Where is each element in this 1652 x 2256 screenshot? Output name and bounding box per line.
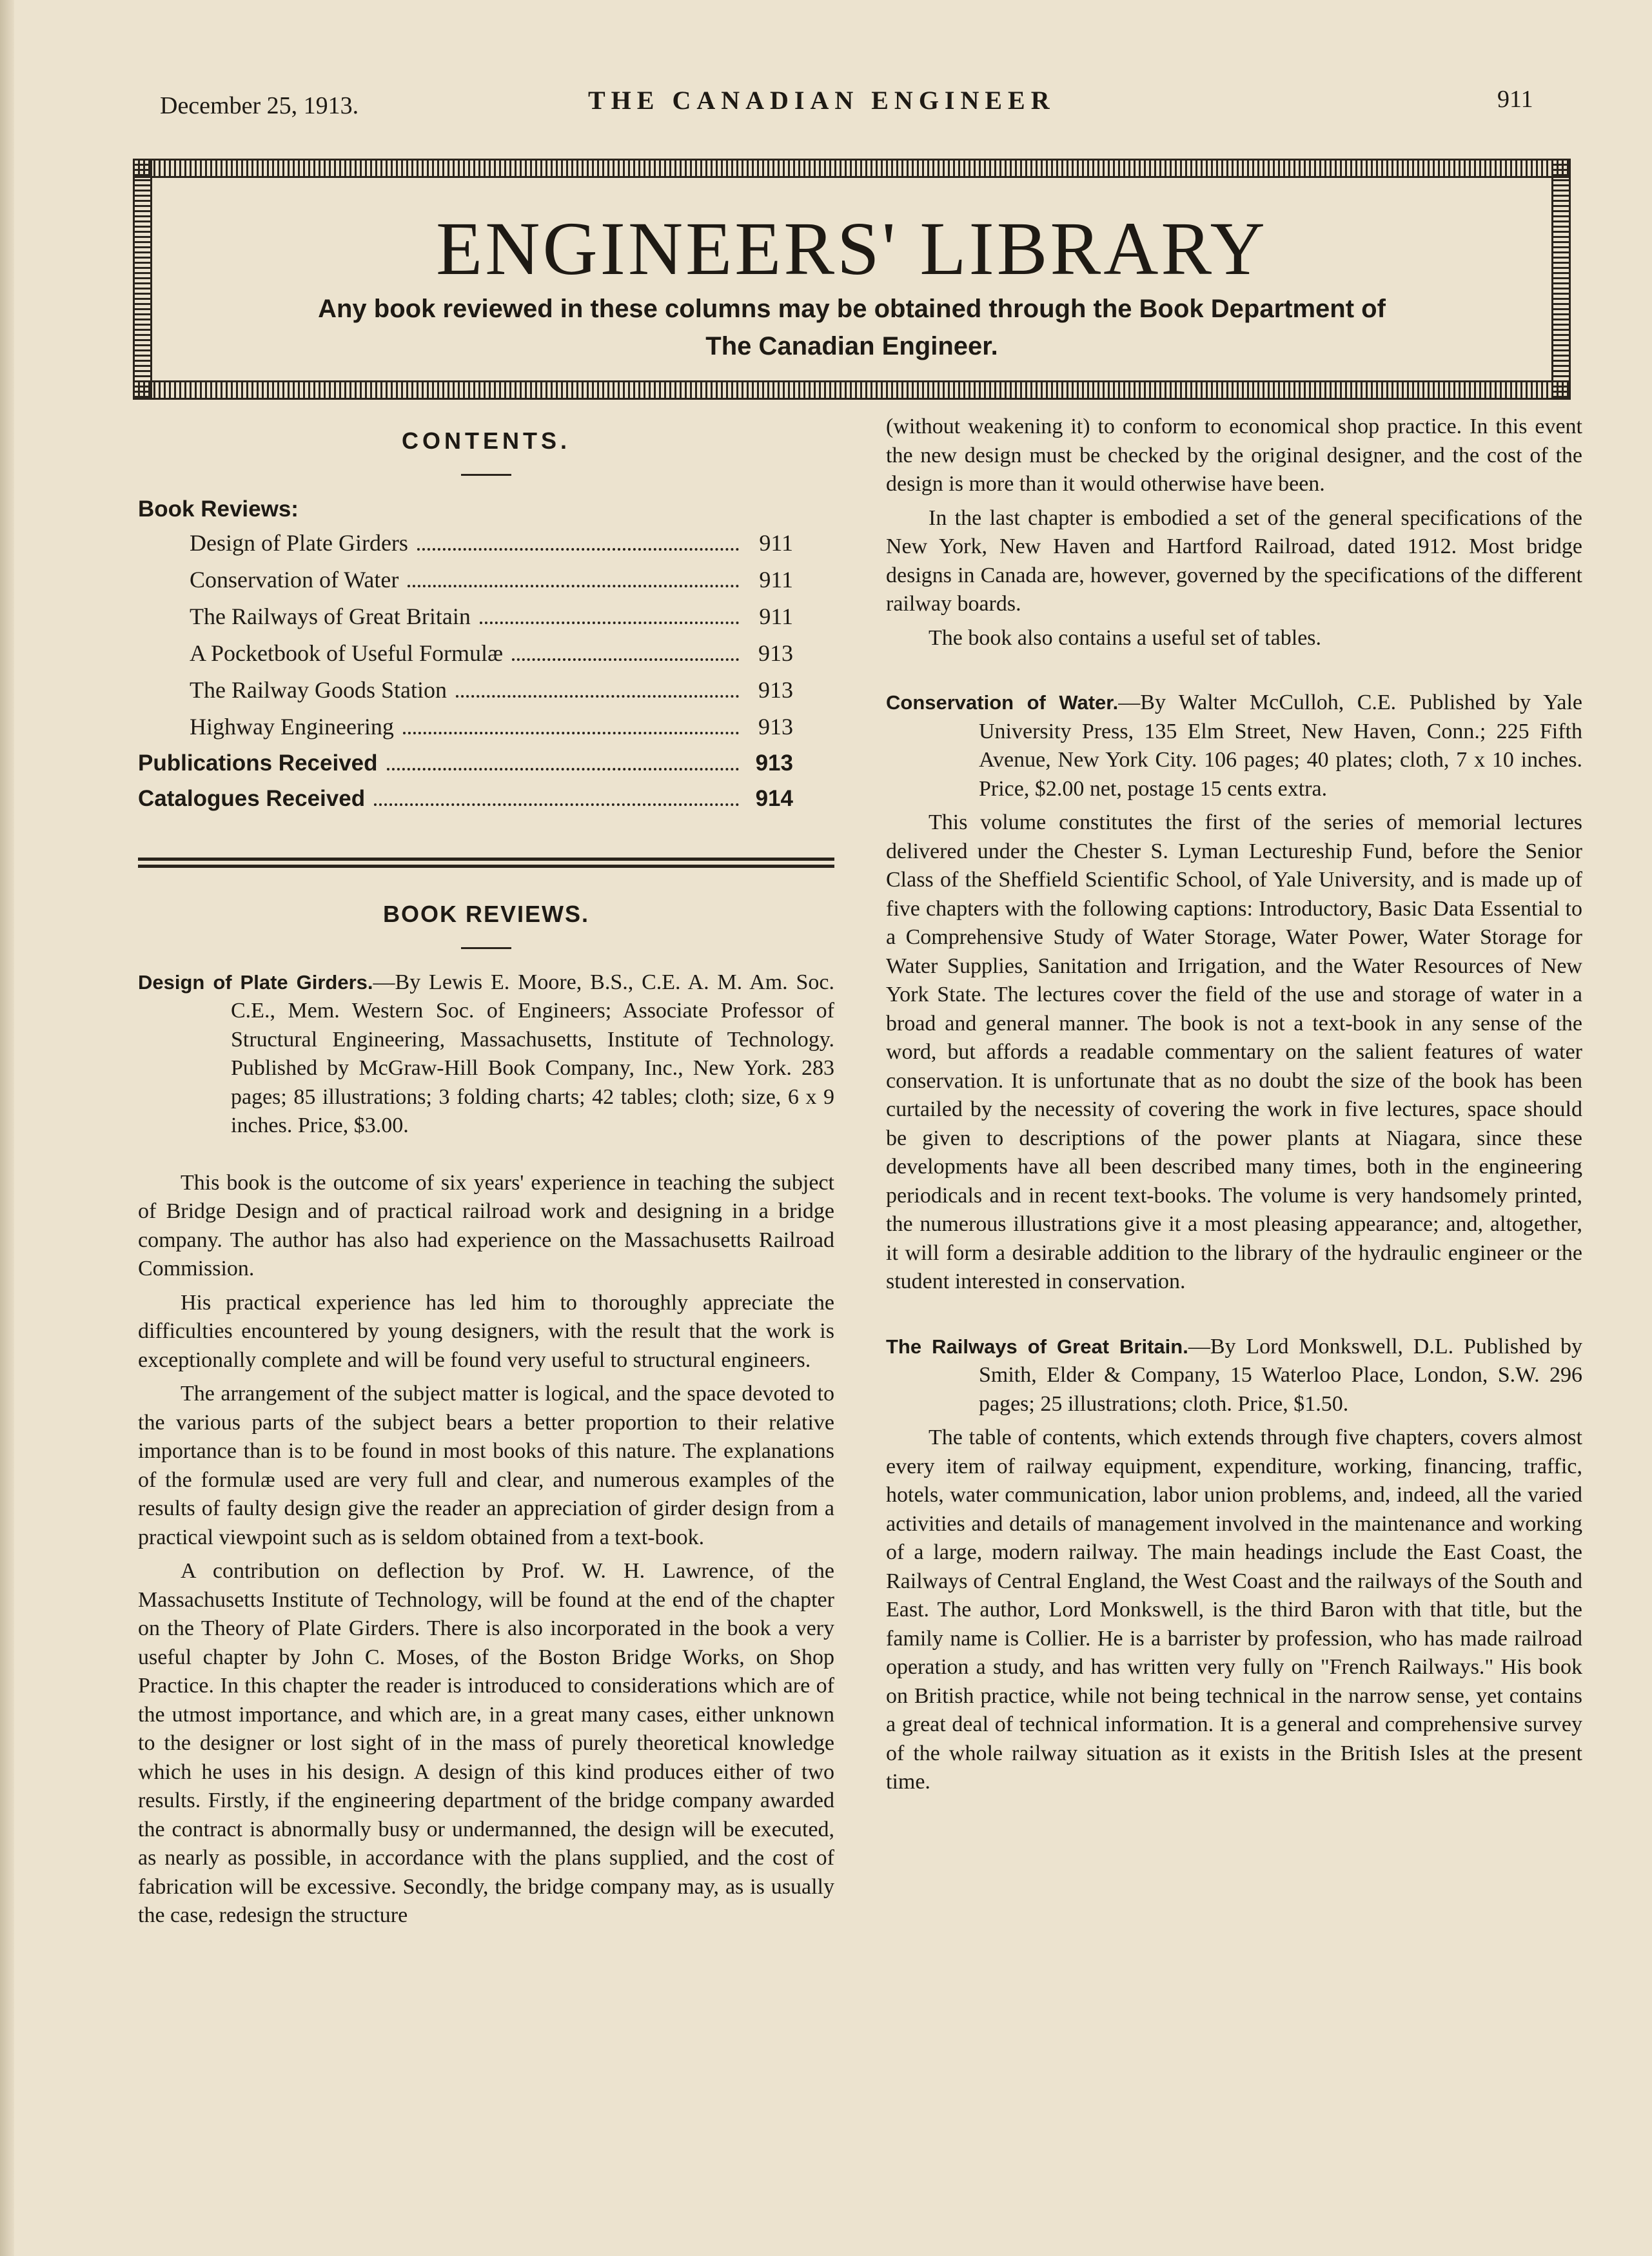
toc-item[interactable] — [138, 565, 834, 602]
toc-group-page: 913 — [755, 750, 793, 776]
review-paragraph: The table of contents, which extends through five chapters, covers almost every item of railway equipment, expenditure, working, financing, traffic, hotels, water communication, labor union problems, and, indeed, all the varied activities and details of management involved in the maintenance and working of a large, modern railway. The main headings include the East Coast, the Railways of Central England, the West Coast and the railways of the South and East. The author, Lord Monkswell, is the third Baron with that title, but the family name is Collier. He is a barrister by profession, who has made railroad operation a study, and has written very fully on "French Railways." His book on British practice, while not being technical in the narrow sense, yet contains a great deal of technical information. It is a general and comprehensive survey of the whole railway situation as it exists in the British Isles at the present time. — [886, 1426, 1582, 1794]
review-citation-text: —By Lord Monkswell, D.L. Published by Smith, Elder & Company, 15 Waterloo Place, London, S.W. 296 pages; 25 illustrations; cloth. Price, $1.50. — [979, 1334, 1582, 1416]
book-reviews-heading: BOOK REVIEWS. — [382, 901, 590, 927]
section-title: ENGINEERS' LIBRARY — [436, 206, 1268, 291]
review-paragraph-continued: (without weakening it) to conform to economical shop practice. In this event the new design must be checked by the original designer, and the cost of the design is more than it would otherwise have been. — [886, 415, 1582, 496]
toc-item-page: 913 — [758, 677, 793, 703]
review-citation-text: —By Lewis E. Moore, B.S., C.E. A. M. Am. Soc. C.E., Mem. Western Soc. of Engineers; Associate Professor of Structural Engineering, Massachusetts, Institute of Technology. Published by McGraw-Hill Book Company, Inc., New York. 283 pages; 85 illustrations; 3 folding charts; 42 tables; cloth; size, 6 x 9 inches. Price, $3.00. — [231, 970, 834, 1137]
toc-item-title: The Railways of Great Britain — [190, 603, 471, 629]
toc-leader — [408, 585, 739, 587]
toc-group-page: 914 — [755, 786, 793, 811]
toc-item-page: 911 — [759, 567, 793, 593]
toc-item[interactable] — [138, 529, 834, 565]
review-paragraph: This book is the outcome of six years' experience in teaching the subject of Bridge Design and of practical railroad work and designing in a bridge company. The author has also had experience on the Massachusetts Railroad Commission. — [138, 1170, 834, 1280]
toc-leader — [403, 732, 739, 734]
contents-rule — [461, 474, 511, 476]
spacer — [138, 1141, 834, 1164]
toc-group-title: Publications Received — [138, 750, 378, 776]
review-title: The Railways of Great Britain. — [886, 1335, 1188, 1358]
banner-border-top — [133, 159, 1571, 178]
journal-title: THE CANADIAN ENGINEER — [588, 86, 1056, 115]
section-banner — [133, 159, 1571, 400]
book-reviews-rule — [461, 947, 511, 949]
review-paragraph: The arrangement of the subject matter is logical, and the space devoted to the various parts of the subject bears a better proportion to their relative importance than is to be found in most books of this nature. The explanations of the formulæ used are very full and clear, and numerous examples of the results of faulty design give the reader an appreciation of girder design from a practical viewpoint such as is seldom obtained from a text-book. — [138, 1382, 834, 1549]
review-citation-conservation — [886, 689, 1582, 803]
toc-group-publications[interactable] — [138, 749, 834, 785]
toc-group-book-reviews: Book Reviews: — [138, 496, 299, 522]
right-column — [886, 413, 1582, 1797]
toc-item[interactable] — [138, 712, 834, 749]
toc-item-title: A Pocketbook of Useful Formulæ — [190, 640, 503, 666]
review-paragraph: A contribution on deflection by Prof. W. H. Lawrence, of the Massachusetts Institute of Technology, will be found at the end of the chapter on the Theory of Plate Girders. There is also incorporated in the book a very useful chapter by John C. Moses, of the Boston Bridge Works, on Shop Practice. In this chapter the reader is introduced to considerations which are of the utmost importance, and which are, in a great many cases, either unknown to the designer or lost sight of in the mass of purely theoretical knowledge which he uses in his design. A design of this kind produces either of two results. Firstly, if the engineering department of the bridge company awarded the contract is abnormally busy or undermanned, the design will be executed, as nearly as possible, in accordance with the plans supplied, and the cost of fabrication will be excessive. Secondly, the bridge company may, as is usually the case, redesign the structure — [138, 1559, 834, 1927]
spacer — [886, 652, 1582, 676]
toc-item[interactable] — [138, 676, 834, 712]
toc-leader — [456, 695, 739, 698]
contents-heading: CONTENTS. — [401, 427, 571, 454]
section-divider — [138, 858, 834, 868]
page-gutter-edge — [0, 0, 14, 2256]
review-title: Design of Plate Girders. — [138, 970, 373, 994]
toc-group-title: Catalogues Received — [138, 786, 366, 811]
toc-item-page: 913 — [758, 640, 793, 666]
toc-leader — [387, 768, 739, 770]
page-number: 911 — [1497, 86, 1533, 113]
toc-leader — [480, 622, 739, 624]
left-column — [138, 419, 834, 1930]
section-subtitle-line-2: The Canadian Engineer. — [705, 332, 998, 360]
toc-item-title: Highway Engineering — [190, 714, 394, 740]
toc-item[interactable] — [138, 639, 834, 676]
spacer — [886, 1297, 1582, 1320]
toc-group-catalogues[interactable] — [138, 785, 834, 820]
review-paragraph: In the last chapter is embodied a set of the general specifications of the New York, New Haven and Hartford Railroad, dated 1912. Most bridge designs in Canada are, however, governed by the specifications of the different railway boards. — [886, 505, 1582, 616]
toc-item-page: 913 — [758, 714, 793, 740]
review-citation-railways — [886, 1333, 1582, 1419]
toc-item-page: 911 — [759, 603, 793, 629]
review-citation-text: —By Walter McCulloh, C.E. Published by Yale University Press, 135 Elm Street, New Haven, Conn.; 225 Fifth Avenue, New York City. 106 pages; 40 plates; cloth, 7 x 10 inches. Price, $2.00 net, postage 15 cents extra. — [979, 691, 1582, 801]
banner-border-bottom — [133, 380, 1571, 400]
review-title: Conservation of Water. — [886, 691, 1119, 714]
issue-date: December 25, 1913. — [160, 92, 359, 119]
section-subtitle — [133, 290, 1571, 365]
toc-leader — [512, 658, 739, 661]
toc-item-title: Design of Plate Girders — [190, 530, 408, 556]
review-citation-plate-girders — [138, 968, 834, 1141]
toc-item[interactable] — [138, 602, 834, 639]
toc-item-title: Conservation of Water — [190, 567, 399, 593]
toc-leader — [374, 803, 739, 806]
section-subtitle-line-1: Any book reviewed in these columns may be obtained through the Book Department of — [318, 295, 1386, 323]
toc-leader — [417, 548, 739, 551]
toc-item-title: The Railway Goods Station — [190, 677, 447, 703]
review-paragraph: The book also contains a useful set of tables. — [929, 625, 1322, 650]
review-paragraph: This volume constitutes the first of the series of memorial lectures delivered under the Chester S. Lyman Lectureship Fund, before the Senior Class of the Sheffield Scientific School, of Yale University, and is made up of five chapters with the following captions: Introductory, Basic Data Essential to a Comprehensive Study of Water Storage, Water Power, Water Storage for Water Supplies, Sanitation and Irrigation, and the Water Resources of New York State. The lectures cover the field of the use and storage of water in a broad and general manner. The book is not a text-book in any sense of the word, but affords a readable commentary on the salient features of water conservation. It is unfortunate that as no doubt the size of the book has been curtailed by the necessity of covering the work in five lectures, space should be given to descriptions of the power plants at Niagara, since these developments have all been described many times, both in the engineering periodicals and in recent text-books. The volume is very handsomely printed, the numerous illustrations give it a most pleasing appearance; and, altogether, it will form a desirable addition to the library of the hydraulic engineer or the student interested in conservation. — [886, 810, 1582, 1293]
review-paragraph: His practical experience has led him to thoroughly appreciate the difficulties encountered by young designers, with the result that the work is exceptionally complete and will be found very useful to structural engineers. — [138, 1290, 834, 1372]
toc-item-page: 911 — [759, 530, 793, 556]
